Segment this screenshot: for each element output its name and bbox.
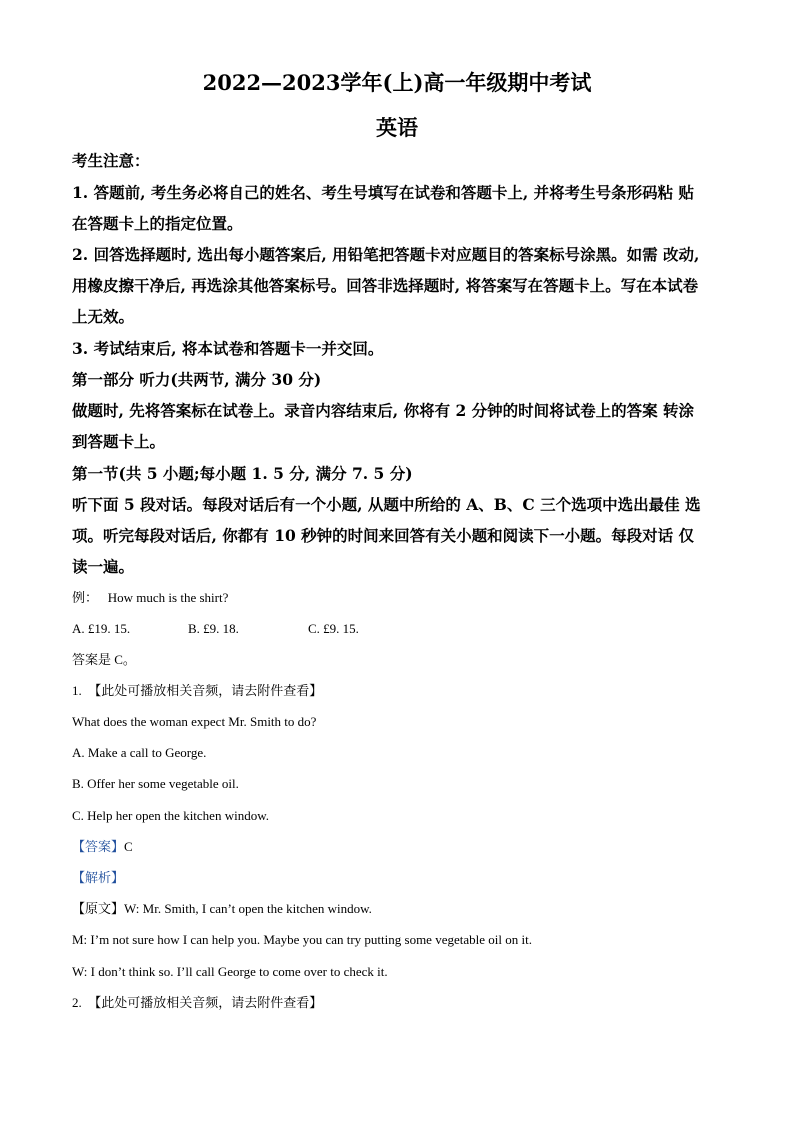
q2-header <box>72 994 322 1012</box>
example-label: 例： <box>72 590 99 605</box>
part1-instruction-line-2: 到答题卡上。 <box>72 432 166 451</box>
section1-instruction-line-1: 听下面 5 段对话。每段对话后有一个小题, 从题中所给的 A、B、C 三个选项中选出最佳 选 <box>72 495 701 514</box>
q1-header <box>72 682 322 700</box>
q1-option-a: A. Make a call to George. <box>72 745 207 760</box>
part1-heading: 第一部分 听力(共两节, 满分 30 分) <box>72 370 322 389</box>
example-options <box>72 620 359 638</box>
q1-answer-label: 【答案】 <box>72 839 125 854</box>
example-option-b: B. £9. 18. <box>188 621 239 636</box>
q2-audio-note: 【此处可播放相关音频，请去附件查看】 <box>88 995 323 1010</box>
q1-transcript-m1: M: I’m not sure how I can help you. Maybe you can try putting some vegetable oil on it. <box>72 932 532 947</box>
notice-item-1-line-1: 1. 答题前, 考生务必将自己的姓名、考生号填写在试卷和答题卡上, 并将考生号条形码粘 贴 <box>72 183 695 202</box>
q2-number: 2. <box>72 995 82 1010</box>
q1-transcript-w1: W: Mr. Smith, I can’t open the kitchen window. <box>124 901 372 916</box>
subject-title: 英语 <box>376 115 418 140</box>
notice-item-1-line-2: 在答题卡上的指定位置。 <box>72 214 243 233</box>
notice-heading: 考生注意： <box>72 151 150 170</box>
notice-item-2-line-3: 上无效。 <box>72 307 135 326</box>
notice-item-2-line-2: 用橡皮擦干净后, 再选涂其他答案标号。回答非选择题时, 将答案写在答题卡上。写在本试卷 <box>72 276 699 295</box>
q1-question: What does the woman expect Mr. Smith to do? <box>72 714 317 729</box>
exam-title: 2022—2023学年(上)高一年级期中考试 <box>202 70 592 95</box>
q1-option-b: B. Offer her some vegetable oil. <box>72 776 239 791</box>
example-option-a: A. £19. 15. <box>72 621 131 636</box>
q1-number: 1. <box>72 683 82 698</box>
q1-transcript-w2: W: I don’t think so. I’ll call George to come over to check it. <box>72 964 388 979</box>
q1-audio-note: 【此处可播放相关音频，请去附件查看】 <box>88 683 323 698</box>
q1-option-c: C. Help her open the kitchen window. <box>72 808 269 823</box>
q1-analysis <box>72 869 124 887</box>
q1-answer-value: C <box>124 839 133 854</box>
notice-item-2-line-1: 2. 回答选择题时, 选出每小题答案后, 用铅笔把答题卡对应题目的答案标号涂黑。如需 改动, <box>72 245 700 264</box>
notice-item-3: 3. 考试结束后, 将本试卷和答题卡一并交回。 <box>72 339 384 358</box>
section1-heading: 第一节(共 5 小题;每小题 1. 5 分, 满分 7. 5 分) <box>72 464 413 483</box>
q1-analysis-label: 【解析】 <box>72 870 125 885</box>
q1-answer <box>72 838 133 856</box>
section1-instruction-line-3: 读一遍。 <box>72 557 135 576</box>
example-question-line <box>72 589 228 607</box>
q1-original-label: 【原文】 <box>72 901 125 916</box>
example-question: How much is the shirt? <box>107 590 229 605</box>
example-answer: 答案是 C。 <box>72 652 136 667</box>
q1-transcript-w1-line <box>72 900 372 918</box>
part1-instruction-line-1: 做题时, 先将答案标在试卷上。录音内容结束后, 你将有 2 分钟的时间将试卷上的答案 转涂 <box>72 401 695 420</box>
example-option-c: C. £9. 15. <box>308 621 359 636</box>
section1-instruction-line-2: 项。听完每段对话后, 你都有 10 秒钟的时间来回答有关小题和阅读下一小题。每段对话 仅 <box>72 526 695 545</box>
